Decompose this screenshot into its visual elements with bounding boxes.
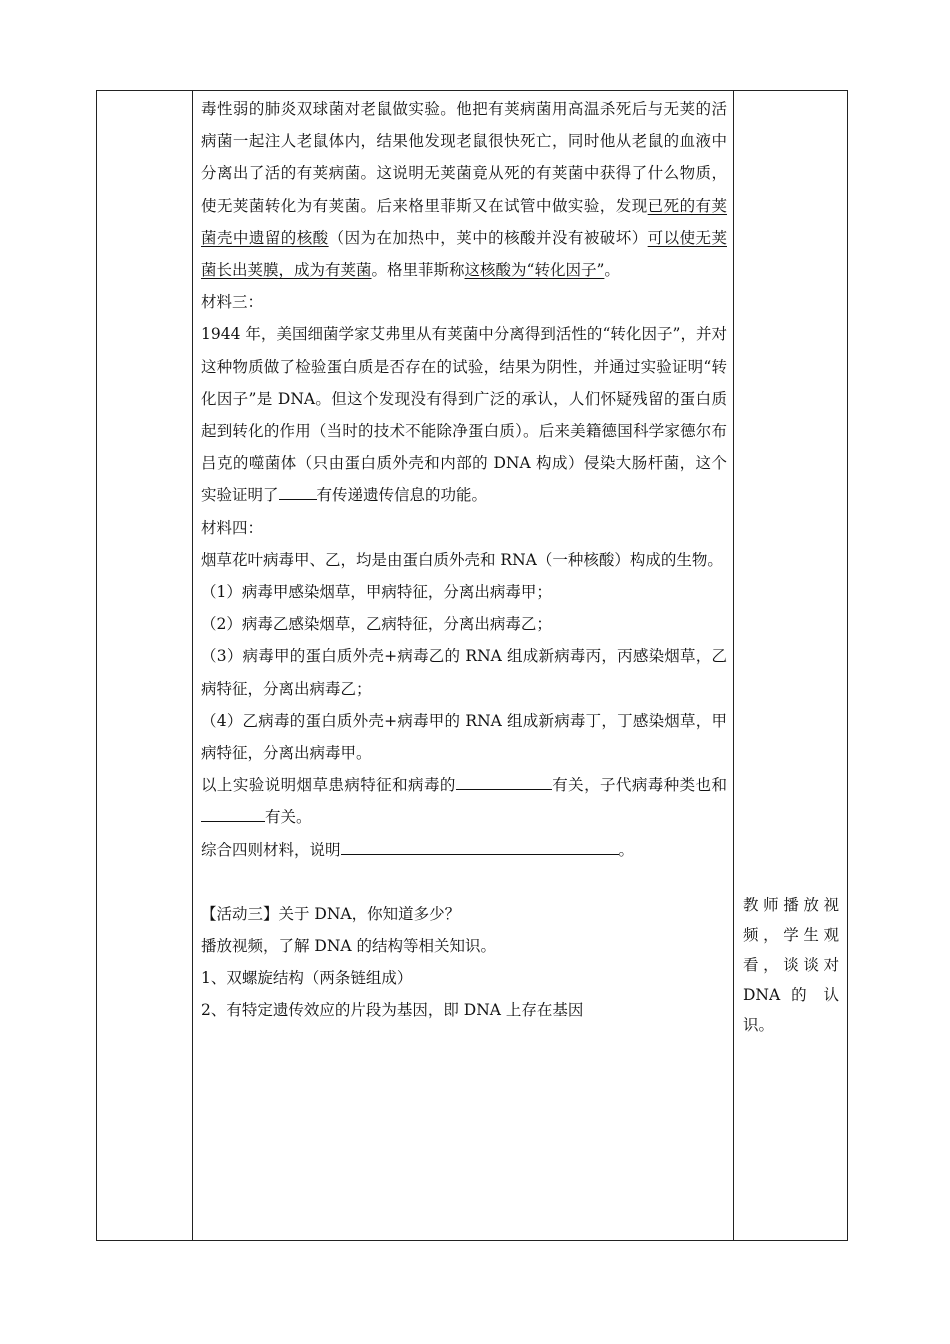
material3-paragraph [201, 318, 727, 511]
material3-text: 1944 年，美国细菌学家艾弗里从有荚菌中分离得到活性的“转化因子”，并对这种物质做了检验蛋白质是否存在的试验，结果为阴性，并通过实验证明“转化因子”是 DNA。但这个发现没有得到广泛的承认，人们怀疑残留的蛋白质起到转化的作用（当时的技术不能除净蛋白质）。后来美籍德国科学家德尔布吕克的噬菌体（只由蛋白质外壳和内部的 DNA 构成）侵染大肠杆菌，这个实验证明了 [201, 325, 727, 505]
underlined-text: 可以使无荚菌长出荚膜，成为有荚菌 [201, 228, 727, 280]
activity3-point: 2、有特定遗传效应的片段为基因，即 DNA 上存在基因 [201, 1001, 584, 1020]
conclusion-text: 有关，子代病毒种类也和 [551, 776, 727, 795]
underlined-text: 已死的有荚菌壳中遗留的核酸 [201, 196, 727, 247]
material3-text: 有传递遗传信息的功能。 [316, 486, 488, 505]
content-column-cell [193, 91, 734, 1241]
spacer [201, 866, 727, 898]
material4-heading: 材料四： [201, 518, 264, 537]
activity3-title: 【活动三】关于 DNA，你知道多少？ [201, 904, 461, 923]
teacher-activity-cell [734, 91, 848, 1241]
list-item: （2）病毒乙感染烟草，乙病特征，分离出病毒乙； [201, 615, 552, 634]
list-item: （1）病毒甲感染烟草，甲病特征，分离出病毒甲； [201, 583, 552, 602]
teacher-activity-line: 看，谈谈对 [743, 956, 839, 974]
material2-text: 。格里菲斯称 [371, 261, 465, 280]
material2-text: （因为在加热中，荚中的核酸并没有被破坏） [328, 228, 648, 247]
material2-text: 。 [604, 261, 620, 280]
list-item: （3）病毒甲的蛋白质外壳+病毒乙的 RNA 组成新病毒丙，丙感染烟草，乙病特征，分离出病毒乙； [201, 647, 727, 698]
material3-heading: 材料三： [201, 293, 264, 312]
teacher-activity-line: 频，学生观 [743, 926, 839, 944]
fill-blank[interactable] [456, 773, 552, 790]
lesson-plan-table [96, 90, 848, 1241]
summary-text: 综合四则材料，说明 [201, 840, 341, 859]
underlined-text: 这核酸为“转化因子” [464, 261, 605, 280]
content-body [193, 91, 733, 1027]
activity3-point: 1、双螺旋结构（两条链组成） [201, 969, 413, 988]
left-column-cell [97, 91, 193, 1241]
table-row [97, 91, 848, 1241]
fill-blank[interactable] [201, 805, 265, 822]
list-item: （4）乙病毒的蛋白质外壳+病毒甲的 RNA 组成新病毒丁，丁感染烟草，甲病特征，分离出病毒甲。 [201, 711, 727, 763]
teacher-activity-line: 教师播放视 [743, 896, 839, 914]
material2-text: 毒性弱的肺炎双球菌对老鼠做实验。他把有荚病菌用高温杀死后与无荚的活病菌一起注人老鼠体内，结果他发现老鼠很快死亡，同时他从老鼠的血液中分离出了活的有荚病菌。这说明无荚菌竟从死的有荚菌中获得了什么物质，使无荚菌转化为有荚菌。后来格里菲斯又在试管中做实验，发现 [201, 100, 727, 215]
conclusion-text: 有关。 [265, 808, 312, 827]
fill-blank[interactable] [279, 483, 317, 500]
conclusion-text: 以上实验说明烟草患病特征和病毒的 [201, 776, 456, 795]
material2-paragraph [201, 93, 727, 286]
activity3-intro: 播放视频，了解 DNA 的结构等相关知识。 [201, 937, 497, 956]
summary-text: 。 [618, 840, 635, 859]
material4-conclusion [201, 769, 727, 833]
teacher-activity-line: DNA 的 认 [743, 986, 839, 1004]
material4-intro: 烟草花叶病毒甲、乙，均是由蛋白质外壳和 RNA（一种核酸）构成的生物。 [201, 550, 723, 569]
teacher-activity-line: 识。 [743, 1016, 775, 1034]
teacher-activity-wrap [734, 91, 847, 1240]
fill-blank[interactable] [341, 837, 619, 854]
teacher-activity-text [743, 890, 839, 1040]
material4-summary [201, 834, 727, 866]
